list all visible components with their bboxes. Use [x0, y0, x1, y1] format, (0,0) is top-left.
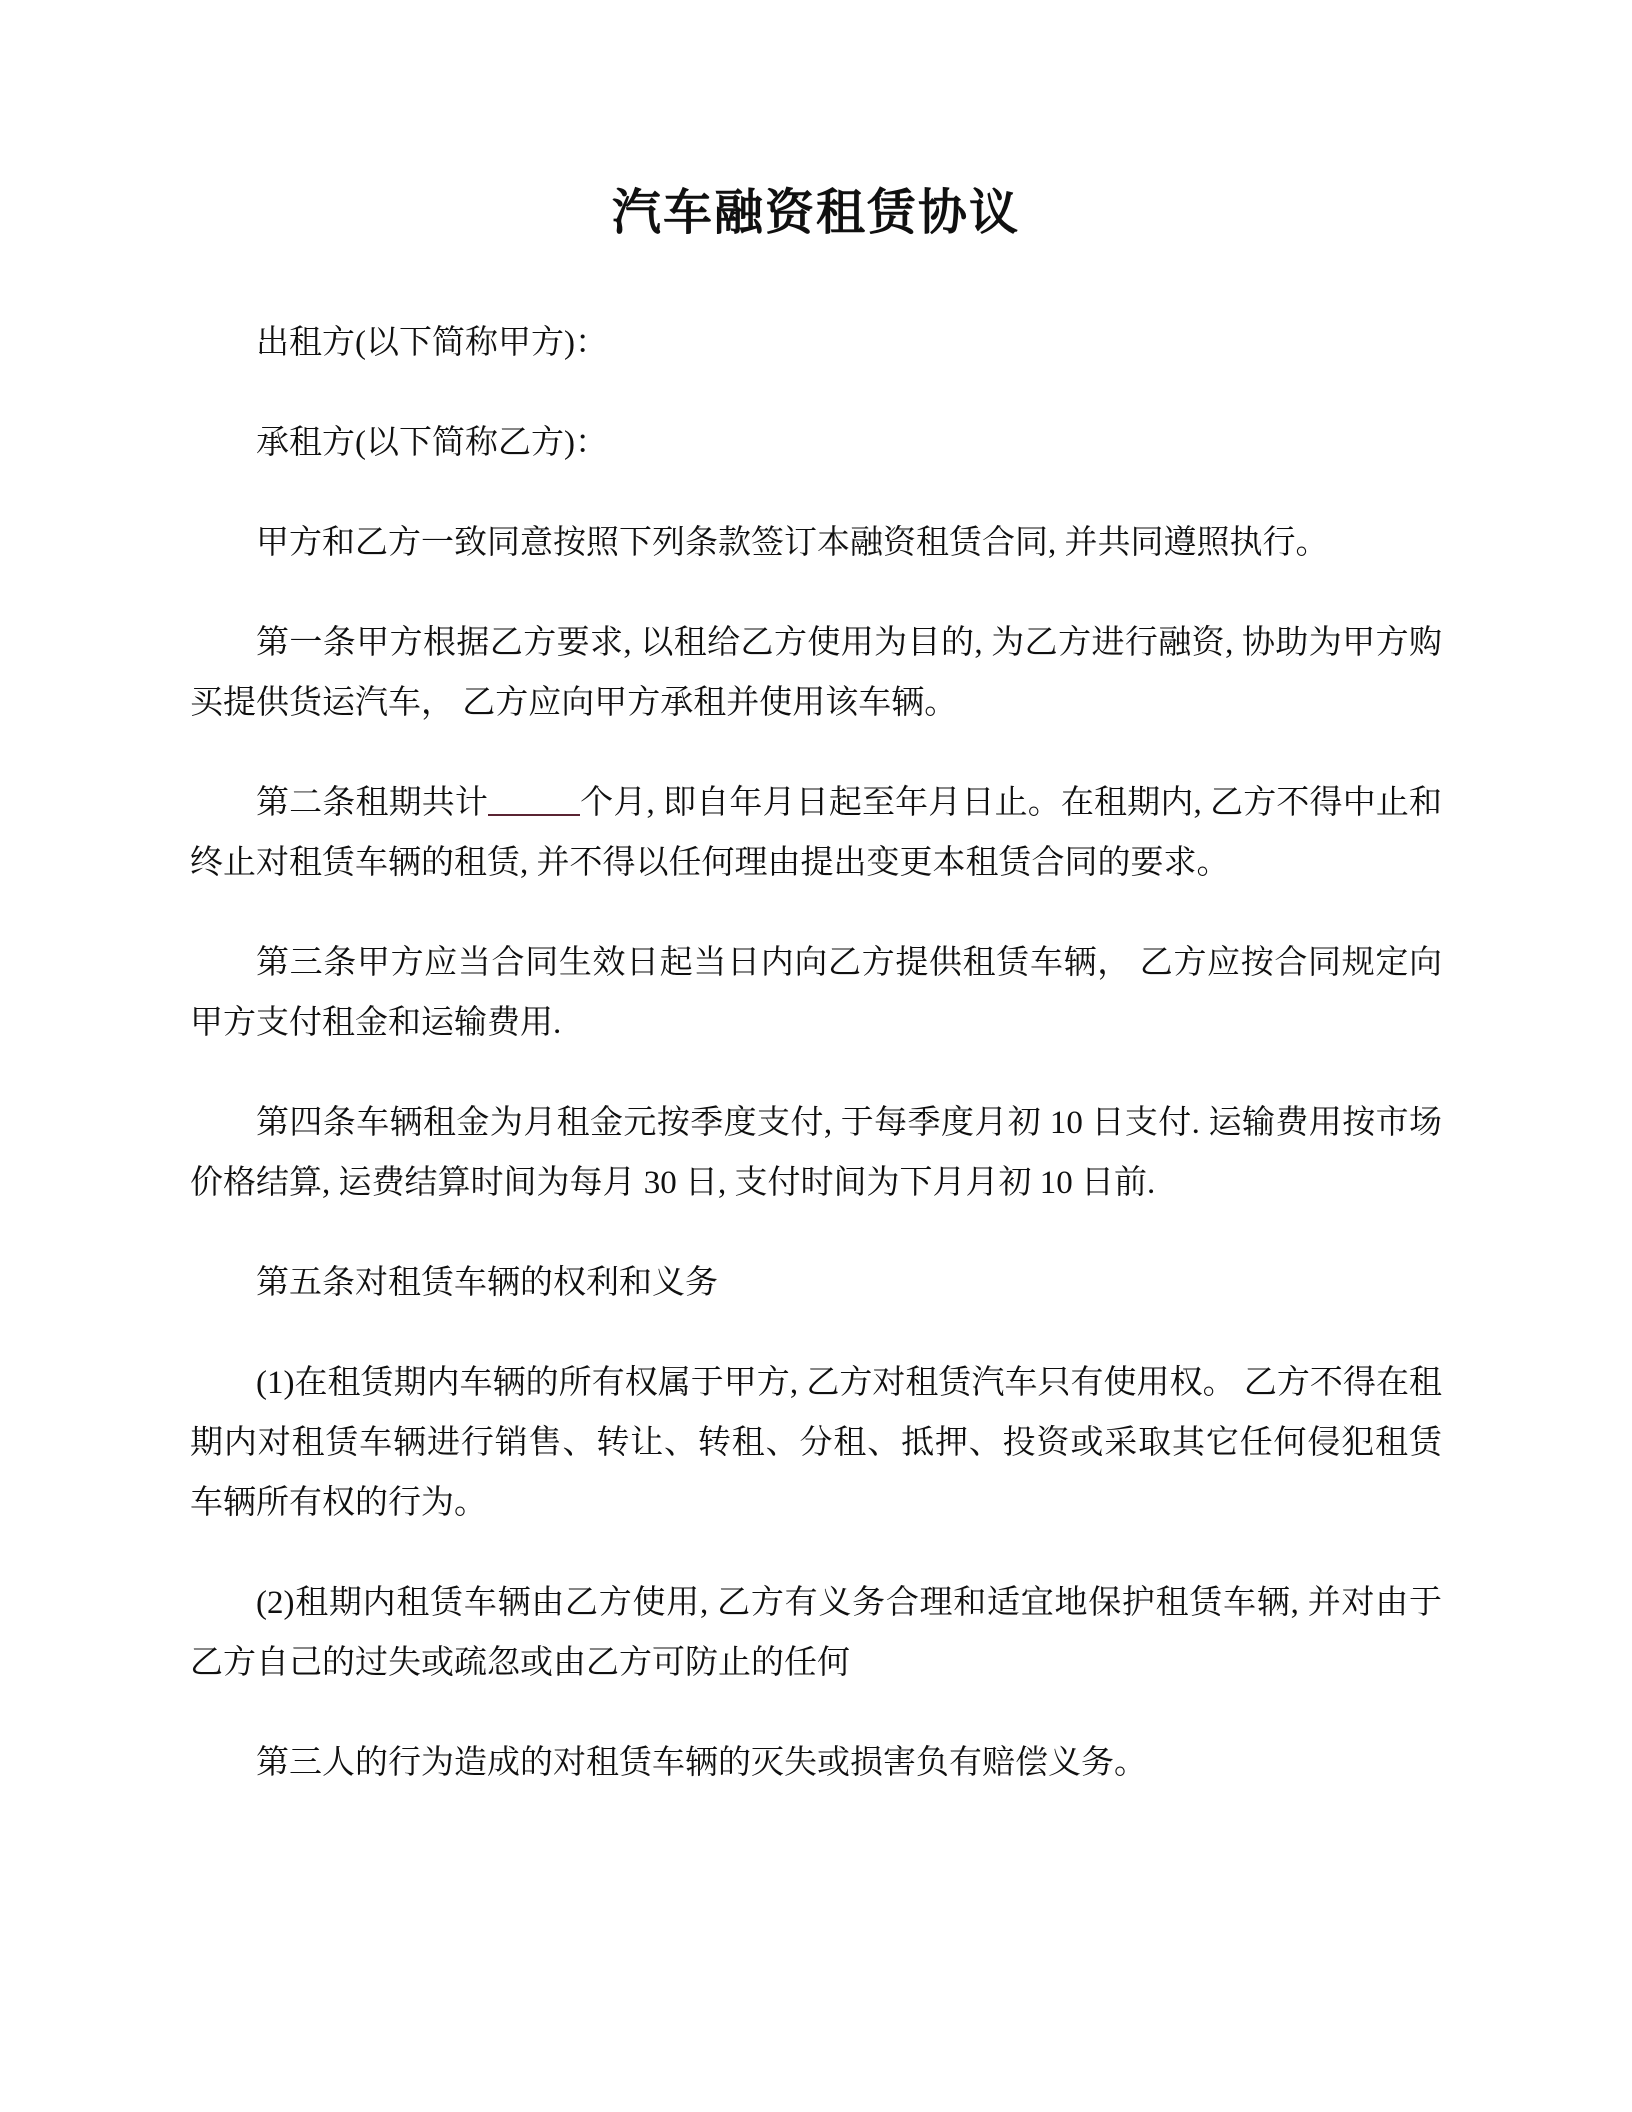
article-2-text-after-blank: 个月, 即自年月日起至年月日止。在租期内, 乙方不得中止和终止对租赁车辆的租赁, 并不得以任何理由提出变更本租赁合同的要求。: [190, 785, 1443, 881]
document-title: 汽车融资租赁协议: [611, 185, 1020, 240]
article-2-text-before-blank: 第二条租期共计: [256, 785, 489, 821]
article-1-paragraph: 第一条甲方根据乙方要求, 以租给乙方使用为目的, 为乙方进行融资, 协助为甲方购买提供货运汽车， 乙方应向甲方承租并使用该车辆。: [190, 625, 1442, 721]
article-5-heading: 第五条对租赁车辆的权利和义务: [256, 1265, 718, 1301]
article-5-item-1-paragraph: (1)在租赁期内车辆的所有权属于甲方, 乙方对租赁汽车只有使用权。 乙方不得在租期内对租赁车辆进行销售、转让、转租、分租、抵押、投资或采取其它任何侵犯租赁车辆所有权的行为。: [190, 1365, 1442, 1521]
article-4-paragraph: 第四条车辆租金为月租金元按季度支付, 于每季度月初 10 日支付. 运输费用按市场价格结算, 运费结算时间为每月 30 日, 支付时间为下月月初 10 日前.: [190, 1105, 1442, 1201]
intro-paragraph: 甲方和乙方一致同意按照下列条款签订本融资租赁合同, 并共同遵照执行。: [256, 525, 1329, 561]
article-5-item-2-continuation-paragraph: 第三人的行为造成的对租赁车辆的灭失或损害负有赔偿义务。: [256, 1745, 1147, 1781]
lessor-party-line: 出租方(以下简称甲方)：: [256, 325, 608, 361]
article-2-paragraph: [190, 773, 1442, 893]
lessee-party-line: 承租方(以下简称乙方)：: [256, 425, 608, 461]
article-3-paragraph: 第三条甲方应当合同生效日起当日内向乙方提供租赁车辆， 乙方应按合同规定向甲方支付租金和运输费用.: [190, 945, 1442, 1041]
article-5-item-2-paragraph: (2)租期内租赁车辆由乙方使用, 乙方有义务合理和适宜地保护租赁车辆, 并对由于乙方自己的过失或疏忽或由乙方可防止的任何: [190, 1585, 1442, 1681]
fill-in-blank-underline: [488, 784, 580, 816]
